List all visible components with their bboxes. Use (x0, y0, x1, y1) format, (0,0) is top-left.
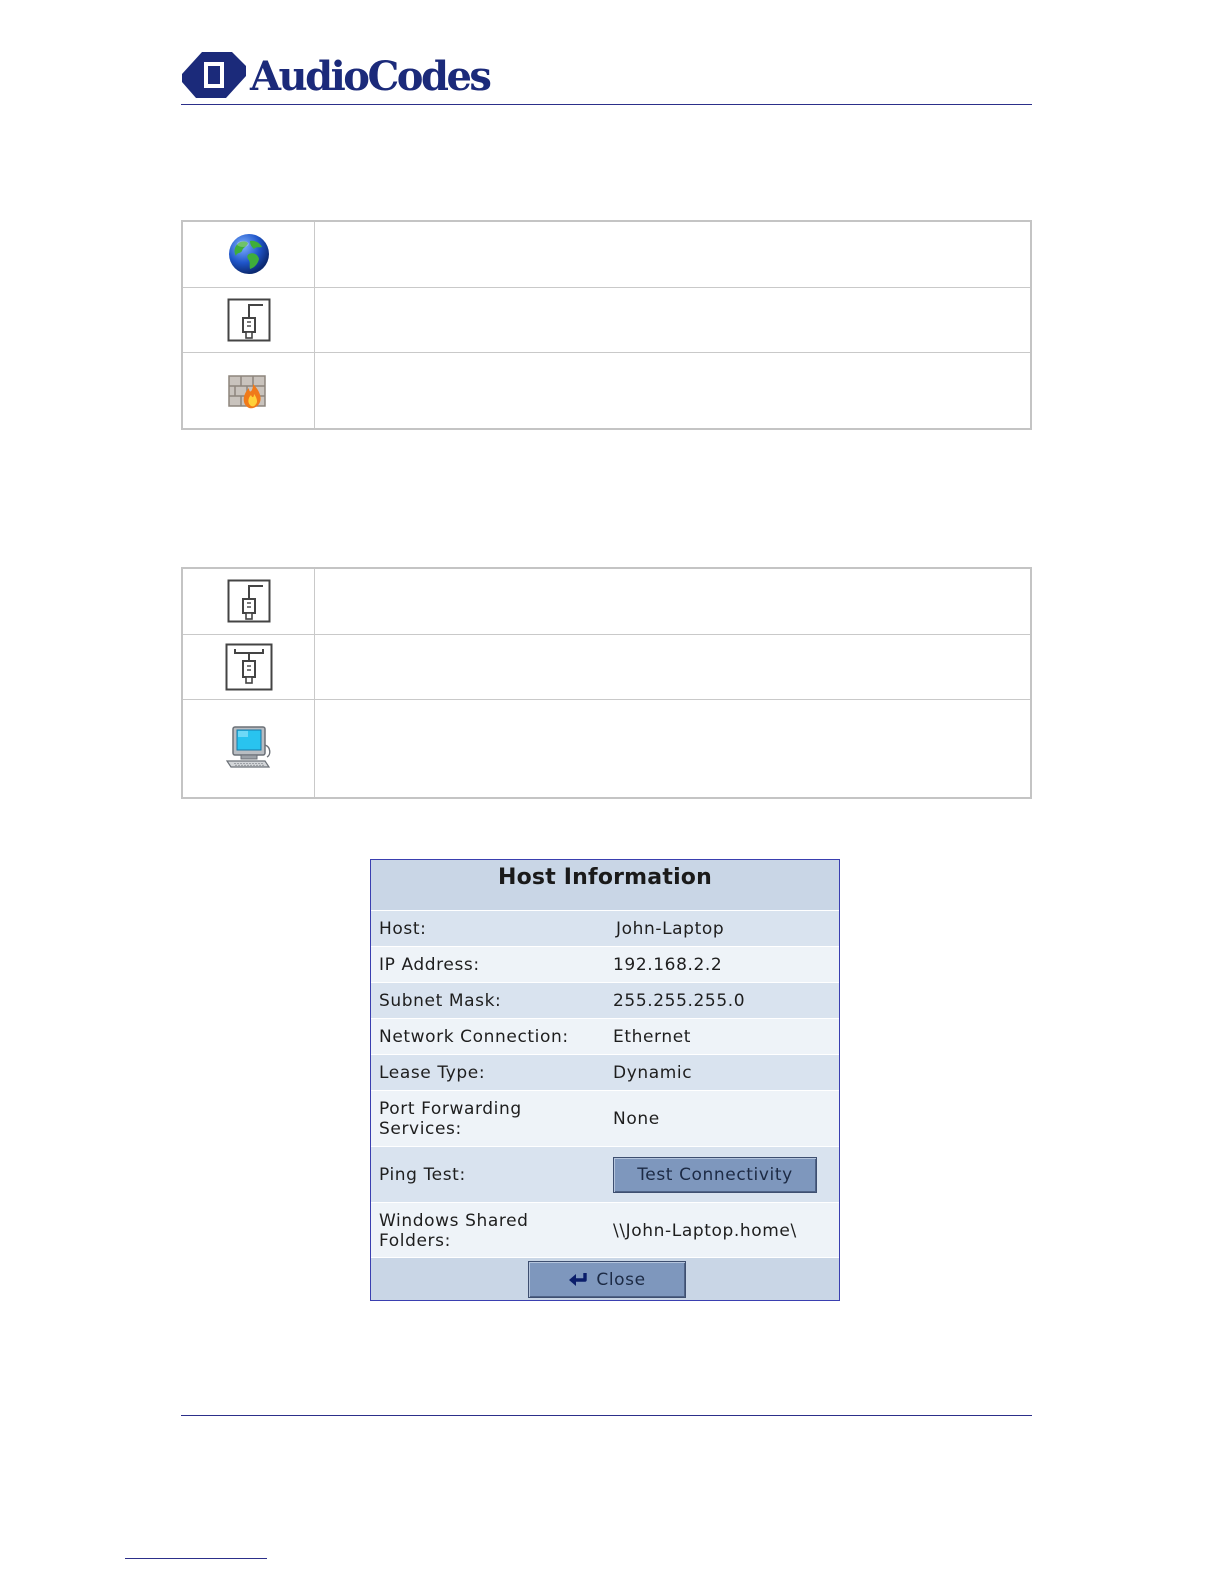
port-forwarding-label: Port Forwarding Services: (379, 1098, 522, 1139)
table-row (182, 221, 1031, 287)
host-value: John-Laptop (616, 918, 725, 939)
windows-shared-folders-label: Windows Shared Folders: (379, 1210, 529, 1251)
table-row (182, 568, 1031, 634)
globe-icon (227, 232, 271, 276)
footer-rule (181, 1415, 1032, 1416)
subnet-mask-label: Subnet Mask: (379, 990, 502, 1011)
description-cell (315, 699, 1032, 798)
network-connection-row (371, 1018, 839, 1054)
ping-test-row (371, 1146, 839, 1202)
ip-address-label: IP Address: (379, 954, 480, 975)
ethernet-connection-icon (227, 298, 271, 342)
description-cell (315, 352, 1032, 429)
network-connection-label: Network Connection: (379, 1026, 569, 1047)
ethernet-connection-icon (227, 579, 271, 623)
description-cell (315, 221, 1032, 287)
brand-name: AudioCodes (250, 53, 490, 100)
icon-cell (182, 634, 315, 699)
host-row (371, 910, 839, 946)
icon-cell (182, 221, 315, 287)
table-row (182, 352, 1031, 429)
table-row (182, 634, 1031, 699)
ip-address-value: 192.168.2.2 (613, 954, 723, 975)
lease-type-label: Lease Type: (379, 1062, 486, 1083)
description-cell (315, 568, 1032, 634)
header-rule (181, 104, 1032, 105)
windows-shared-folders-row (371, 1202, 839, 1258)
icon-cell (182, 568, 315, 634)
host-information-panel (370, 859, 840, 1301)
footnote-rule (125, 1558, 267, 1559)
audiocodes-logo-mark-icon (182, 52, 246, 98)
ping-test-value (613, 1147, 817, 1202)
table-row (182, 287, 1031, 352)
return-arrow-icon (568, 1272, 588, 1288)
port-forwarding-value: None (613, 1108, 660, 1129)
test-connectivity-button[interactable]: Test Connectivity (613, 1157, 817, 1193)
close-label: Close (596, 1269, 646, 1290)
lease-type-row (371, 1054, 839, 1090)
lan-connection-icon (225, 643, 273, 691)
ping-test-label: Ping Test: (379, 1164, 466, 1185)
network-icon-legend-table (181, 220, 1032, 430)
close-button[interactable] (528, 1261, 686, 1298)
ip-address-row (371, 946, 839, 982)
host-label: Host: (379, 918, 427, 939)
description-cell (315, 634, 1032, 699)
lease-type-value: Dynamic (613, 1062, 693, 1083)
table-row (182, 699, 1031, 798)
firewall-icon (227, 370, 271, 410)
network-connection-value: Ethernet (613, 1026, 692, 1047)
icon-cell (182, 699, 315, 798)
computer-icon (225, 725, 273, 771)
icon-cell (182, 352, 315, 429)
panel-footer (371, 1257, 839, 1300)
windows-shared-folders-value: \\John-Laptop.home\ (613, 1220, 797, 1241)
port-forwarding-row (371, 1090, 839, 1146)
host-icon-legend-table (181, 567, 1032, 799)
subnet-mask-row (371, 982, 839, 1018)
description-cell (315, 287, 1032, 352)
panel-title: Host Information (371, 860, 839, 910)
icon-cell (182, 287, 315, 352)
subnet-mask-value: 255.255.255.0 (613, 990, 746, 1011)
